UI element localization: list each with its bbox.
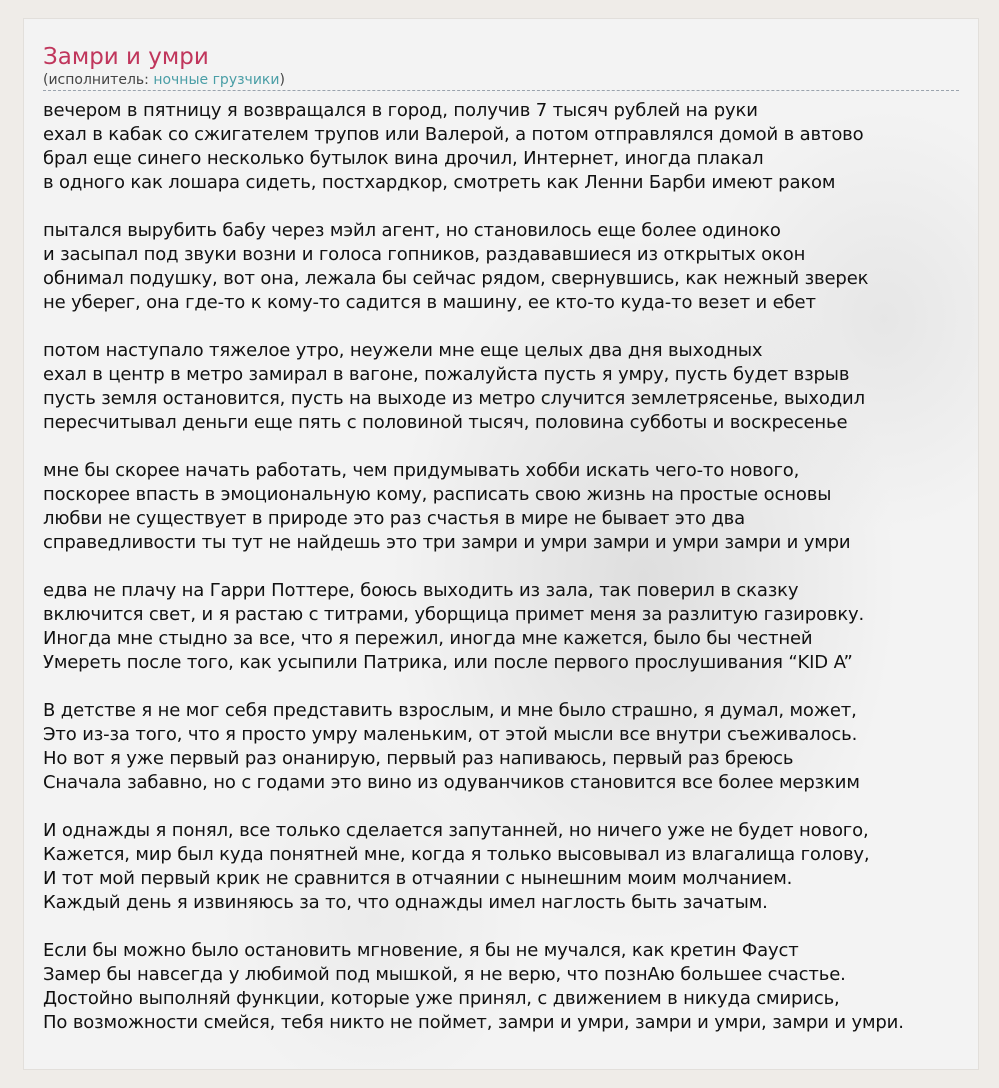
lyric-line: включится свет, и я растаю с титрами, уборщица примет меня за разлитую газировку.	[43, 604, 865, 625]
lyric-line: В детстве я не мог себя представить взрослым, и мне было страшно, я думал, может,	[43, 700, 857, 721]
stanza	[43, 699, 979, 795]
lyric-line: Достойно выполняй функции, которые уже принял, с движением в никуда смирись,	[43, 988, 840, 1009]
lyric-line: поскорее впасть в эмоциональную кому, расписать свою жизнь на простые основы	[43, 484, 832, 505]
lyric-line: пересчитывал деньги еще пять с половиной тысяч, половина субботы и воскресенье	[43, 412, 848, 433]
stanza	[43, 819, 979, 915]
lyric-line: обнимал подушку, вот она, лежала бы сейчас рядом, свернувшись, как нежный зверек	[43, 268, 869, 289]
lyric-line: едва не плачу на Гарри Поттере, боюсь выходить из зала, так поверил в сказку	[43, 580, 799, 601]
lyric-line: Кажется, мир был куда понятней мне, когда я только высовывал из влагалища голову,	[43, 844, 870, 865]
performer-link[interactable]: ночные грузчики	[153, 72, 280, 88]
lyrics-panel	[23, 18, 979, 1070]
stanza	[43, 219, 979, 315]
lyric-line: Умереть после того, как усыпили Патрика, или после первого прослушивания “KID A”	[43, 652, 853, 673]
lyrics-text	[43, 99, 979, 1059]
stanza	[43, 339, 979, 435]
stanza	[43, 459, 979, 555]
lyric-line: И однажды я понял, все только сделается запутанней, но ничего уже не будет нового,	[43, 820, 869, 841]
performer-prefix: (исполнитель:	[43, 72, 154, 88]
lyric-line: не уберег, она где-то к кому-то садится в машину, ее кто-то куда-то везет и ебет	[43, 292, 816, 313]
lyric-line: Иногда мне стыдно за все, что я пережил, иногда мне кажется, было бы честней	[43, 628, 813, 649]
performer-line	[43, 71, 285, 89]
lyric-line: По возможности смейся, тебя никто не поймет, замри и умри, замри и умри, замри и умри.	[43, 1012, 904, 1033]
lyric-line: Каждый день я извиняюсь за то, что однажды имел наглость быть зачатым.	[43, 892, 768, 913]
song-title: Замри и умри	[43, 44, 209, 70]
lyric-line: пусть земля остановится, пусть на выходе из метро случится землетрясенье, выходил	[43, 388, 865, 409]
lyric-line: любви не существует в природе это раз счастья в мире не бывает это два	[43, 508, 746, 529]
lyric-line: Но вот я уже первый раз онанирую, первый раз напиваюсь, первый раз бреюсь	[43, 748, 794, 769]
lyric-line: в одного как лошара сидеть, постхардкор, смотреть как Ленни Барби имеют раком	[43, 172, 836, 193]
lyric-line: пытался вырубить бабу через мэйл агент, но становилось еще более одиноко	[43, 220, 781, 241]
lyric-line: Это из-за того, что я просто умру маленьким, от этой мысли все внутри съеживалось.	[43, 724, 858, 745]
lyric-line: и засыпал под звуки возни и голоса гопников, раздававшиеся из открытых окон	[43, 244, 806, 265]
lyric-line: Замер бы навсегда у любимой под мышкой, я не верю, что познАю большее счастье.	[43, 964, 846, 985]
lyric-line: Сначала забавно, но с годами это вино из одуванчиков становится все более мерзким	[43, 772, 860, 793]
lyric-line: Если бы можно было остановить мгновение, я бы не мучался, как кретин Фауст	[43, 940, 799, 961]
stanza	[43, 939, 979, 1035]
lyric-line: ехал в центр в метро замирал в вагоне, пожалуйста пусть я умру, пусть будет взрыв	[43, 364, 850, 385]
lyric-line: справедливости ты тут не найдешь это три замри и умри замри и умри замри и умри	[43, 532, 851, 553]
title-divider	[43, 90, 959, 91]
stanza	[43, 579, 979, 675]
lyric-line: вечером в пятницу я возвращался в город, получив 7 тысяч рублей на руки	[43, 100, 758, 121]
lyric-line: мне бы скорее начать работать, чем придумывать хобби искать чего-то нового,	[43, 460, 800, 481]
stanza	[43, 99, 979, 195]
lyric-line: брал еще синего несколько бутылок вина дрочил, Интернет, иногда плакал	[43, 148, 764, 169]
lyric-line: ехал в кабак со сжигателем трупов или Валерой, а потом отправлялся домой в автово	[43, 124, 864, 145]
lyric-line: И тот мой первый крик не сравнится в отчаянии с нынешним моим молчанием.	[43, 868, 793, 889]
performer-suffix: )	[279, 72, 285, 88]
lyric-line: потом наступало тяжелое утро, неужели мне еще целых два дня выходных	[43, 340, 763, 361]
